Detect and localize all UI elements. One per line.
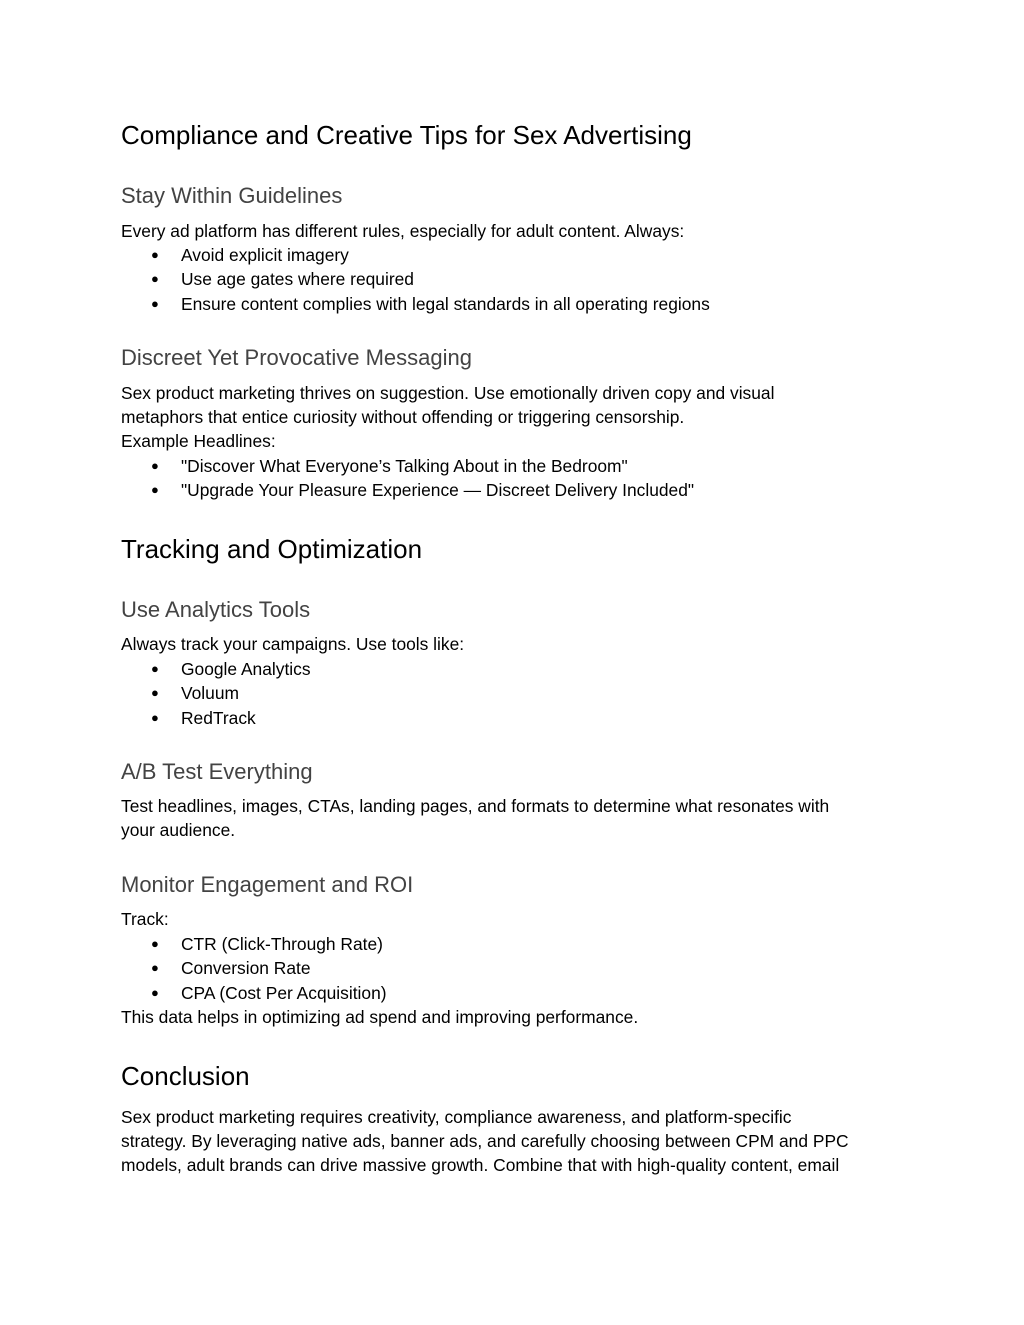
paragraph-ab-test-line1: Test headlines, images, CTAs, landing pages, and formats to determine what resonates with [121, 796, 830, 816]
bullet-icon: ● [151, 936, 159, 951]
bullet-icon: ● [151, 482, 159, 498]
paragraph-messaging-line2: metaphors that entice curiosity without offending or triggering censorship. [121, 407, 685, 427]
bullet-icon: ● [151, 685, 159, 701]
bullet-icon: ● [151, 984, 159, 1000]
paragraph-conclusion-line1: Sex product marketing requires creativity, compliance awareness, and platform-specific [121, 1107, 792, 1127]
bullet-icon: ● [151, 960, 159, 976]
section-heading-conclusion: Conclusion [121, 1061, 250, 1091]
bullet-icon: ● [151, 247, 159, 262]
paragraph-guidelines-intro: Every ad platform has different rules, especially for adult content. Always: [121, 221, 685, 241]
subheading-monitor: Monitor Engagement and ROI [121, 872, 414, 897]
subheading-analytics: Use Analytics Tools [121, 597, 311, 622]
paragraph-conclusion-line2: strategy. By leveraging native ads, banner ads, and carefully choosing between CPM and PPC [121, 1131, 849, 1151]
subheading-messaging: Discreet Yet Provocative Messaging [121, 345, 472, 370]
paragraph-analytics-intro: Always track your campaigns. Use tools like: [121, 634, 465, 654]
paragraph-ab-test-line2: your audience. [121, 820, 236, 840]
examples-label: Example Headlines: [121, 431, 276, 451]
bullet-icon: ● [151, 458, 159, 473]
subheading-guidelines: Stay Within Guidelines [121, 183, 343, 208]
paragraph-conclusion-line3: models, adult brands can drive massive growth. Combine that with high-quality content, email [121, 1155, 840, 1175]
paragraph-monitor-outro: This data helps in optimizing ad spend and improving performance. [121, 1007, 639, 1027]
bullet-icon: ● [151, 661, 159, 676]
paragraph-monitor-intro: Track: [121, 909, 169, 929]
section-heading-compliance: Compliance and Creative Tips for Sex Advertising [121, 120, 692, 150]
bullet-icon: ● [151, 709, 159, 725]
subheading-ab-test: A/B Test Everything [121, 759, 313, 784]
paragraph-messaging-line1: Sex product marketing thrives on suggestion. Use emotionally driven copy and visual [121, 383, 775, 403]
section-heading-tracking: Tracking and Optimization [121, 534, 423, 564]
bullet-icon: ● [151, 271, 159, 287]
bullet-icon: ● [151, 295, 159, 311]
